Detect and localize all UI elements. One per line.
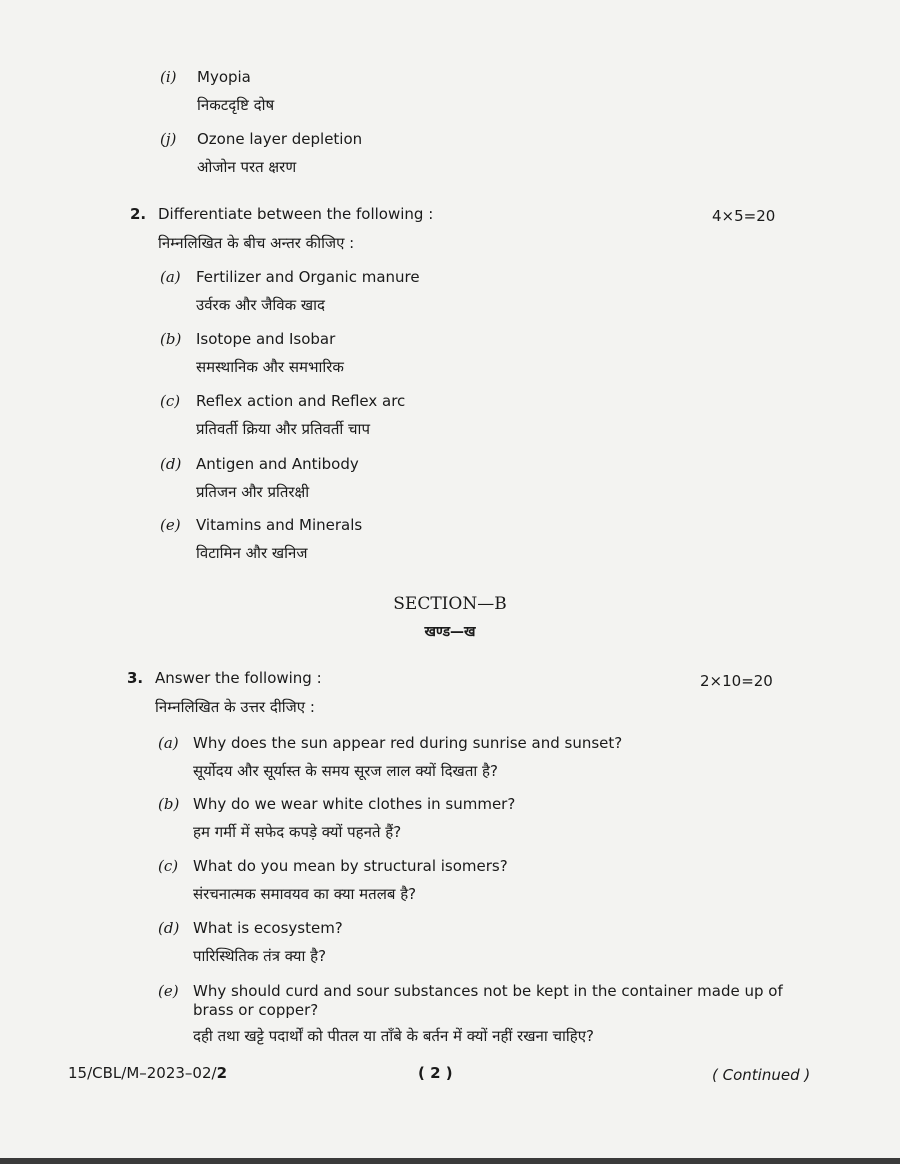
question-text-en: Answer the following : <box>155 669 322 687</box>
item-label: (e) <box>160 516 181 534</box>
item-text-en: Reflex action and Reflex arc <box>196 392 406 410</box>
item-text-hi: निकटदृष्टि दोष <box>197 96 275 114</box>
question-text-en: Differentiate between the following : <box>158 205 434 223</box>
item-text-en: Ozone layer depletion <box>197 130 363 148</box>
question-text-hi: निम्नलिखित के उत्तर दीजिए : <box>155 698 315 716</box>
item-text-en: Why should curd and sour substances not be kept in the container made up of <box>193 982 783 1000</box>
item-text-en: Isotope and Isobar <box>196 330 336 348</box>
item-label: (a) <box>158 734 179 752</box>
item-text-en: Why do we wear white clothes in summer? <box>193 795 516 813</box>
item-text-hi: दही तथा खट्टे पदार्थों को पीतल या ताँबे के बर्तन में क्यों नहीं रखना चाहिए? <box>193 1027 594 1045</box>
item-label: (b) <box>158 795 180 813</box>
question-text-hi: निम्नलिखित के बीच अन्तर कीजिए : <box>158 234 355 252</box>
item-label: (c) <box>158 857 179 875</box>
section-heading-en: SECTION—B <box>393 594 507 614</box>
paper-code <box>68 1064 227 1082</box>
question-marks: 4×5=20 <box>712 207 776 225</box>
item-label: (c) <box>160 392 181 410</box>
scan-edge <box>0 1158 900 1164</box>
page-number: ( 2 ) <box>418 1064 453 1082</box>
continued-label: ( Continued ) <box>712 1066 811 1084</box>
item-text-en: Fertilizer and Organic manure <box>196 268 420 286</box>
item-label: (j) <box>160 130 177 148</box>
item-text-hi: प्रतिवर्ती क्रिया और प्रतिवर्ती चाप <box>196 420 370 438</box>
item-text-hi: समस्थानिक और समभारिक <box>196 358 344 376</box>
item-text-hi: ओजोन परत क्षरण <box>197 158 297 176</box>
item-label: (d) <box>160 455 182 473</box>
question-marks: 2×10=20 <box>700 672 773 690</box>
paper-code-prefix: 15/CBL/M–2023–02/ <box>68 1064 217 1082</box>
item-text-en: Antigen and Antibody <box>196 455 359 473</box>
item-text-hi: उर्वरक और जैविक खाद <box>196 296 325 314</box>
paper-code-suffix: 2 <box>216 1064 228 1082</box>
item-label: (b) <box>160 330 182 348</box>
item-text-hi: विटामिन और खनिज <box>196 544 308 562</box>
item-text-hi: संरचनात्मक समावयव का क्या मतलब है? <box>193 885 417 903</box>
item-text-en: What do you mean by structural isomers? <box>193 857 508 875</box>
item-text-hi: प्रतिजन और प्रतिरक्षी <box>196 483 310 501</box>
item-text-en: Myopia <box>197 68 251 86</box>
item-text-hi: सूर्योदय और सूर्यास्त के समय सूरज लाल क्यों दिखता है? <box>193 762 498 780</box>
item-label: (i) <box>160 68 177 86</box>
question-number: 2. <box>130 205 147 223</box>
item-text-hi: पारिस्थितिक तंत्र क्या है? <box>193 947 327 965</box>
item-text-en: Vitamins and Minerals <box>196 516 363 534</box>
section-heading-hi: खण्ड—ख <box>424 624 476 640</box>
item-text-en-cont: brass or copper? <box>193 1001 319 1019</box>
question-number: 3. <box>127 669 144 687</box>
item-label: (a) <box>160 268 181 286</box>
item-text-hi: हम गर्मी में सफेद कपड़े क्यों पहनते हैं? <box>193 823 402 841</box>
item-text-en: What is ecosystem? <box>193 919 343 937</box>
item-label: (d) <box>158 919 180 937</box>
item-label: (e) <box>158 982 179 1000</box>
item-text-en: Why does the sun appear red during sunrise and sunset? <box>193 734 623 752</box>
